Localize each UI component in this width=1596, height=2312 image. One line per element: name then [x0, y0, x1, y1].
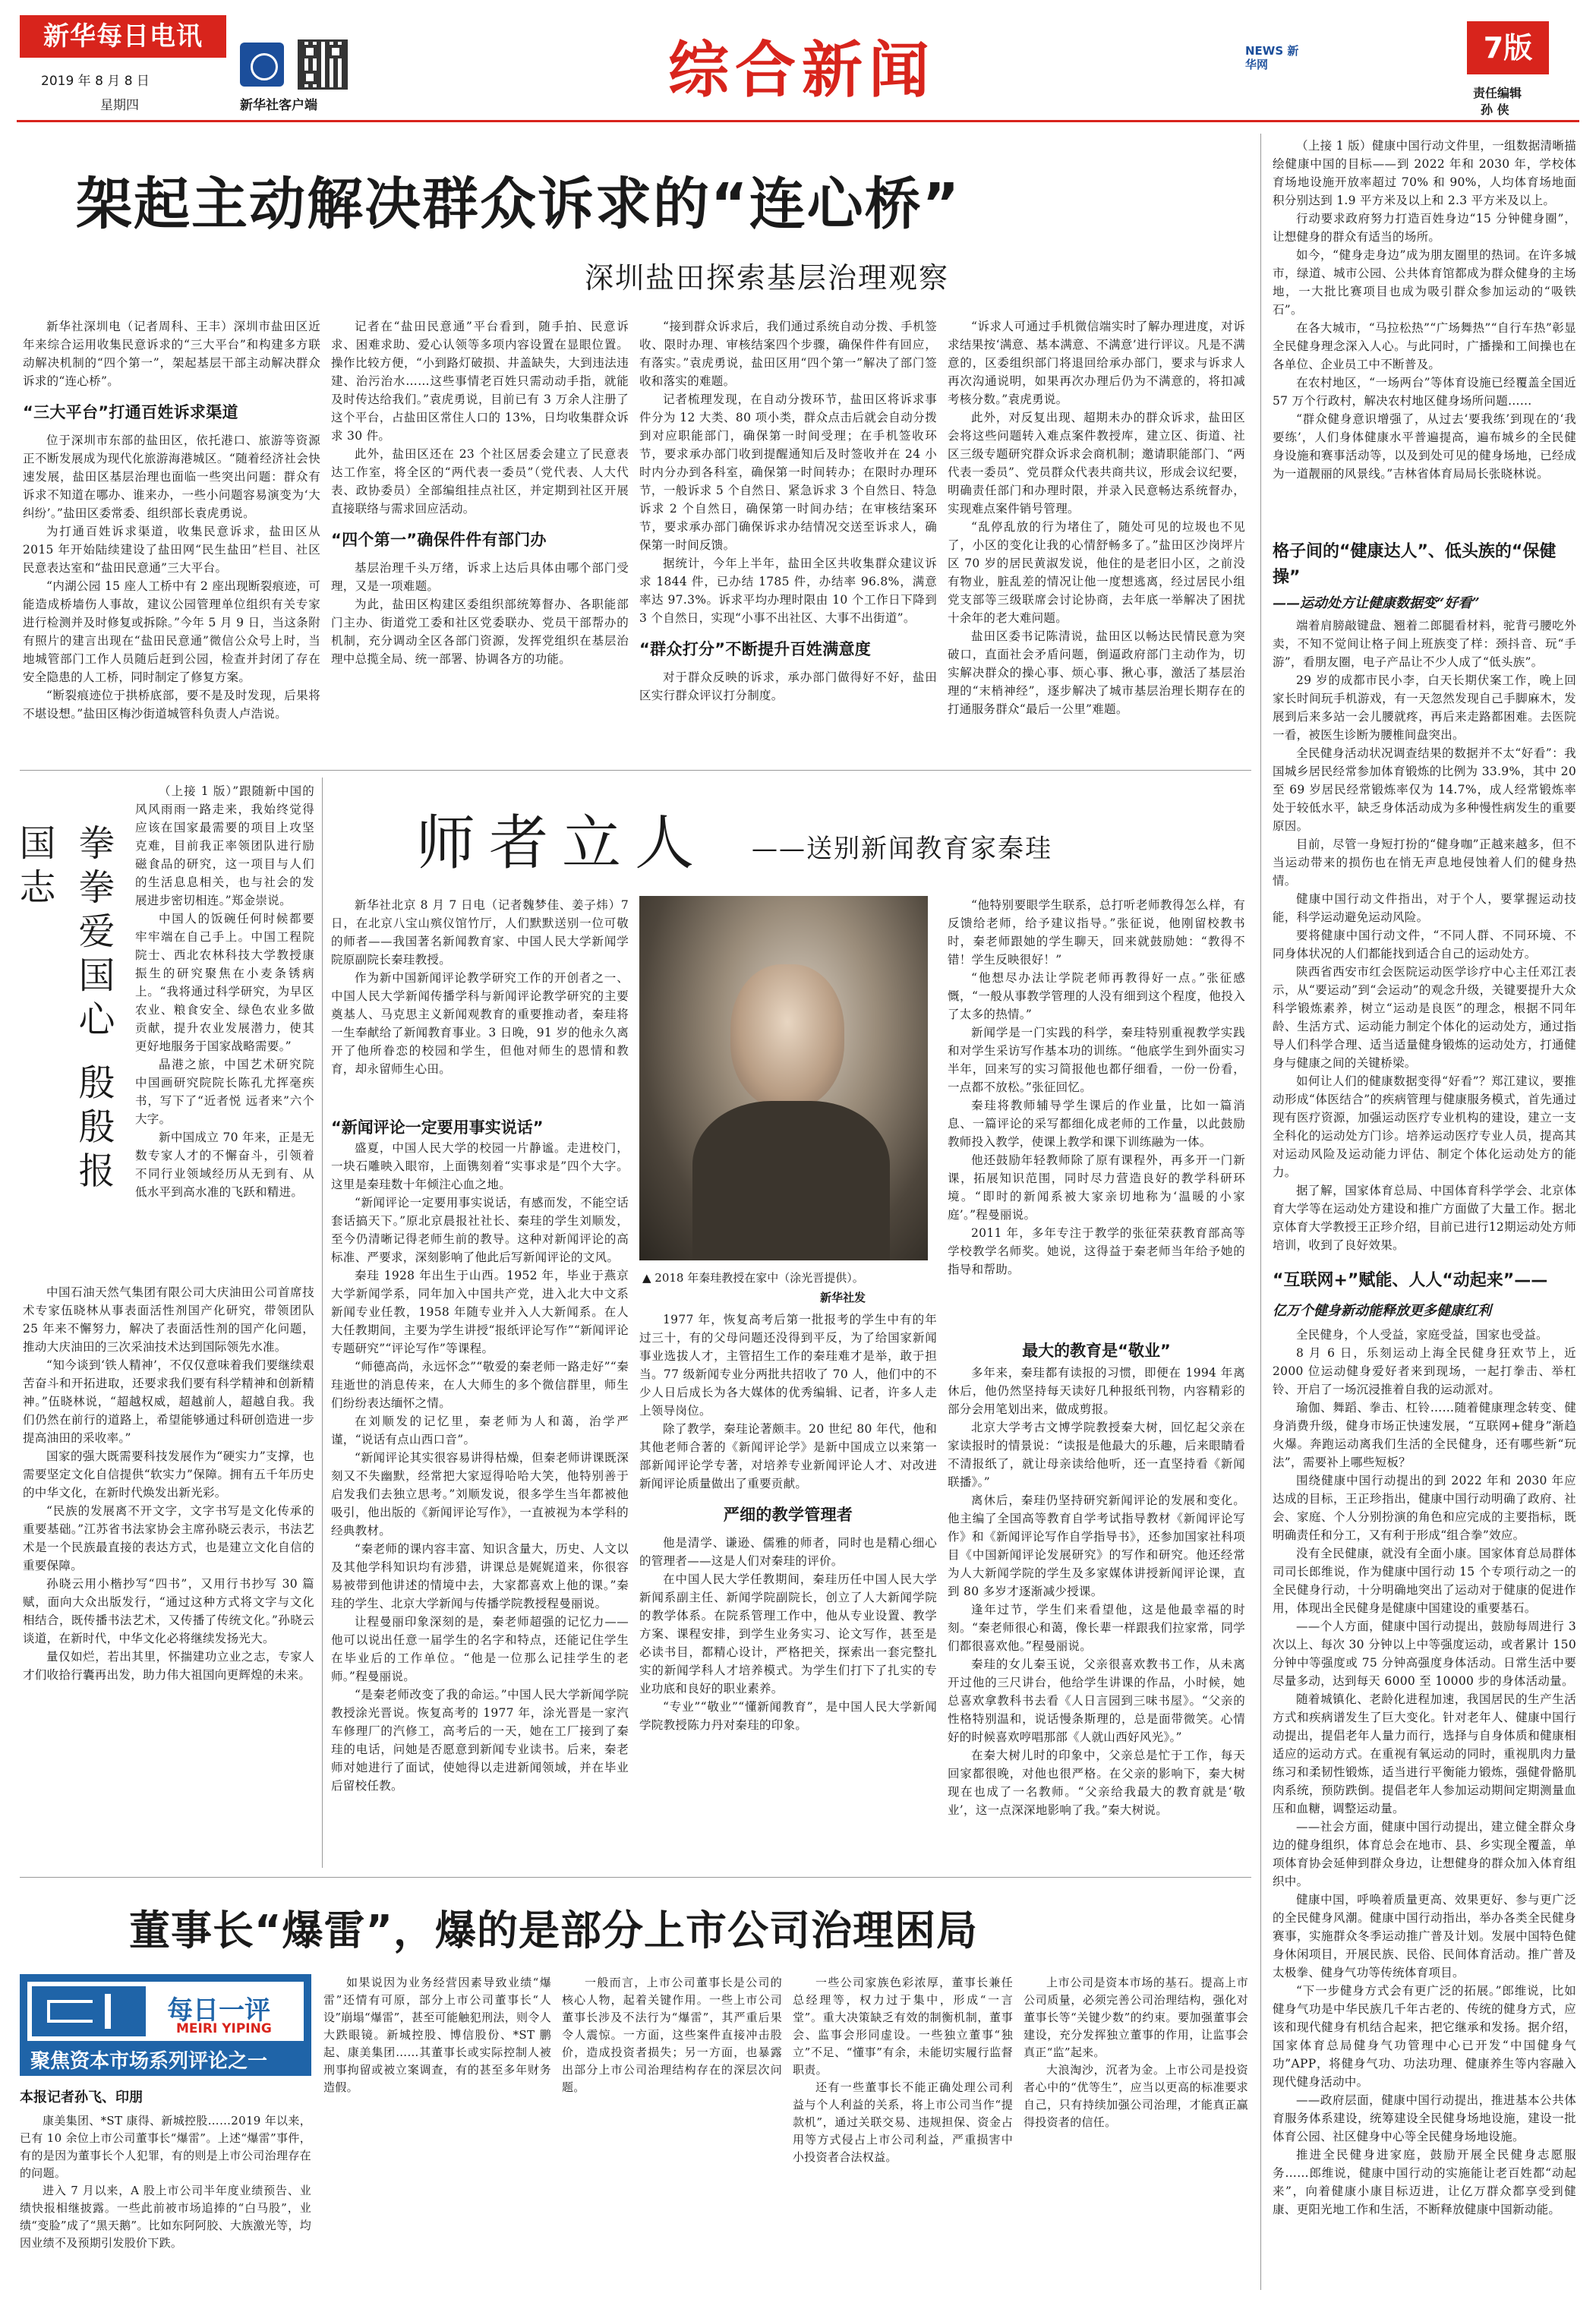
column-badge	[20, 1974, 311, 2076]
page-number-box	[1467, 21, 1549, 74]
feature-title-tail: ——送别新闻教育家秦珪	[752, 834, 1052, 864]
feature-subhead-3: 最大的教育是“敬业”	[1022, 1342, 1171, 1360]
editor-label: 责任编辑	[1473, 86, 1522, 100]
right-col-bottom: 全民健身，个人受益，家庭受益，国家也受益。 8 月 6 日，乐刻运动上海全民健身狂欢节上，近 2000 位运动健身爱好者来到现场，一起打拳击、举杠铃、开启了一场沉浸推着自我的运动派对。 瑜伽、舞蹈、拳击、杠铃……随着健康理念转变、健身消费升级，健身市场正快速发展，“互联网+健身”渐趋火爆。奔跑运动离我们生活的全民健身，还有哪些新“玩法”，需要补上哪些短板？ 围绕健康中国行动提出的到 2022 年和 2030 年应达成的目标，王正珍指出，健康中国行动明确了政府、社会、家庭、个人分别扮演的角色和应完成的主要指标，既明确责任和分工，又有利于形成“组合拳”效应。 没有全民健康，就没有全面小康。国家体育总局群体司司长郎维说，作为健康中国行动 15 个专项行动之一的全民健身行动，十分明确地突出了运动对于健康的促进作用，体现出全民健身是健康中国建设的重要基石。 ——个人方面，健康中国行动提出，鼓励每周进行 3 次以上、每次 30 分钟以上中等强度运动，或者累计 150 分钟中等强度或 75 分钟高强度身体活动。日常生活中要尽量多动，达到每天 6000 至 10000 步的身体活动量。 随着城镇化、老龄化进程加速，我国居民的生产生活方式和疾病谱发生了巨大变化。针对老年人、健康中国行动提出，提倡老年人量力而行，选择与自身体质和健康相适应的运动方式。在重视有氧运动的同时，重视肌肉力量练习和柔韧性锻炼，适当进行平衡能力锻炼，强健骨骼肌肉系统，预防跌倒。提倡老年人参加运动期间定期测量血压和血糖，调整运动量。 ——社会方面，健康中国行动提出，建立健全群众身边的健身组织，体育总会在地市、县、乡实现全覆盖，单项体育协会延伸到群众身边，让想健身的群众加入体育组织中。 健康中国，呼唤着质量更高、效果更好、参与更广泛的全民健身风潮。健康中国行动指出，举办各类全民健身赛事，实施群众冬季运动推广普及计划。发展中国特色健身休闲项目，开展民族、民俗、民间体育活动。推广普及太极拳、健身气功等传统体育项目。 “下一步健身方式会有更广泛的拓展。”郎维说，比如健身气功是中华民族几千年古老的、传统的健身方式，应该和现代健身有机结合起来，把它继承和发扬。据介绍，国家体育总局健身气功管理中心已开发“中国健身气功”APP，将健身气功、功法功理、健康养生等内容融入现代健身活动中。 ——政府层面，健康中国行动提出，推进基本公共体育服务体系建设，统筹建设全民健身场地设施，建设一批体育公园、社区健身中心等全民健身场地设施。 推进全民健身进家庭，鼓励开展全民健身志愿服务……郎维说，健康中国行动的实施能让老百姓都“动起来”，向着健康小康目标迈进，让亿万群众都享受到健康、更阳光地工作和生活，不断释放健康中国新动能。	[1273, 1328, 1576, 2216]
column-divider	[1260, 134, 1261, 2290]
masthead-rule	[17, 120, 1579, 122]
right-subhead-2-tail: 亿万个健身新动能释放更多健康红利	[1273, 1303, 1491, 1319]
lead-subhead-3: “群众打分”不断提升百姓满意度	[639, 640, 872, 658]
news-logo: NEWS 新华网	[1245, 44, 1299, 71]
photo-caption: ▲ 2018 年秦珪教授在家中（涂光晋提供）。	[642, 1271, 864, 1285]
page-number: 7版	[1483, 31, 1533, 65]
feature-col-c: 多年来，秦珪都有读报的习惯，即便在 1994 年离休后，他仍然坚持每天读好几种报纸刊物，内容精彩的部分会用笔划出来，做成剪报。 北京大学考古文博学院教授秦大树，回忆起父亲在家读报时的情景说：“读报是他最大的乐趣，后来眼睛看不清报纸了，就让母亲读给他听，还一直坚持看《新闻联播》。” 离休后，秦珪仍坚持研究新闻评论的发展和变化。他主编了全国高等教育自学考试指导教材《新闻评论写作》和《新闻评论写作自学指导书》，还参加国家社科项目《中国新闻评论发展研究》的写作和研究。他还经常为人大新闻学院的学生及多家媒体讲授新闻评论课，直到 80 多岁才逐渐减少授课。 逢年过节，学生们来看望他，这是他最幸福的时刻。“秦老师很心和蔼，像长辈一样跟我们拉家常，同学们都很喜欢他。”程曼丽说。 秦珪的女儿秦玉说，父亲很喜欢教书工作，从未离开过他的三尺讲台，他给学生讲课的作品，小时候，她总喜欢拿教科书去看《人日言园到三味书屋》。“父亲的性格特别温和，说话慢条斯理的，总是面带微笑。心情好的时候喜欢哼唱那部《人就山西好风光》。” 在秦大树儿时的印象中，父亲总是忙于工作，每天回家都很晚，对他也很严格。在父亲的影响下，秦大树现在也成了一名教师。“父亲给我最大的教育就是‘敬业’，这一点深深地影响了我。”秦大树说。	[948, 1366, 1245, 1817]
right-subhead-1: 格子间的“健康达人”、低头族的“保健操”	[1273, 542, 1557, 587]
series-label: 聚焦资本市场系列评论之一	[30, 2050, 268, 2073]
right-subhead-1-tail: ——运动处方让健康数据变“好看”	[1273, 595, 1480, 611]
bottom-byline: 本报记者孙飞、印朋	[20, 2090, 143, 2105]
column-badge-graphic	[32, 1986, 146, 2036]
lead-col-3: “接到群众诉求后，我们通过系统自动分拨、手机签收、限时办理、审核结案四个步骤，确保件件有回应，有落实。”袁虎勇说，盐田区用“四个第一”解决了部门签收和落实的难题。 记者梳理发现，在自动分拨环节，盐田区将诉求事件分为 12 大类、80 项小类，群众点击后就会自动分拨到对应职能部门，确保第一时间受理；在手机签收环节，要求承办部门收到提醒通知后及时签收并在 24 小时内分办到各科室，确保第一时间转办；在限时办理环节，一般诉求 5 个自然日、紧急诉求 3 个自然日、特急诉求 2 个自然日，确保第一时间办结；在审核结案环节，要求承办部门确保诉求办结情况交送至诉求人，确保第一时间反馈。 据统计，今年上半年，盐田全区共收集群众建议诉求 1844 件，已办结 1785 件，办结率 96.8%，满意率达 97.3%。诉求平均办理时限由 10 个工作日下降到 3 个自然日，实现“小事不出社区、大事不出街道”。 “群众打分”不断提升百姓满意度 对于群众反映的诉求，承办部门做得好不好，盐田区实行群众评议打分制度。	[639, 320, 937, 702]
lead-bottom-rule	[20, 770, 1251, 771]
section-title: 综合新闻	[668, 34, 935, 106]
feature-vertical-title: 拳拳爱国心 殷殷报国志	[13, 824, 115, 1196]
feature-col-a2: 盛夏，中国人民大学的校园一片静谧。走进校门，一块石雕映入眼帘，上面镌刻着“实事求是”四个大字。这里是秦珪数十年倾注心血之地。 “新闻评论一定要用事实说话，有感而发，不能空话套话搞天下。”原北京晨报社社长、秦珪的学生刘顺发，至今仍清晰记得老师生前的教导。这种对新闻评论的高标准、严要求，深刻影响了他此后写新闻评论的文风。 秦珪 1928 年出生于山西。1952 年，毕业于燕京大学新闻学系，同年加入中国共产党，进入北大中文系新闻专业任教，1958 年随专业并入人大新闻系。在人大任教期间，主要为学生讲授“报纸评论写作”“新闻评论专题研究”“评论写作”等课程。 “师德高尚，永远怀念”“敬爱的秦老师一路走好”“秦珪逝世的消息传来，在人大师生的多个微信群里，师生们纷纷表达缅怀之情。 在刘顺发的记忆里，秦老师为人和蔼，治学严谨，“说话有点山西口音”。 “新闻评论其实很容易讲得枯燥，但秦老师讲课既深刻又不失幽默，经常把大家逗得哈哈大笑，他特别善于启发我们去独立思考。”刘顺发说，很多学生当年都被他吸引，他出版的《新闻评论写作》，一直被视为本学科的经典教材。 “秦老师的课内容丰富、知识含量大，历史、人文以及其他学科知识均有涉猎，讲课总是娓娓道来，你很容易被带到他讲述的情境中去，大家都喜欢上他的课。”秦珪的学生、北京大学新闻与传播学院教授程曼丽说。 让程曼丽印象深刻的是，秦老师超强的记忆力——他可以说出任意一届学生的名字和特点，还能记住学生在毕业后的工作单位。“他是一位那么记挂学生的老师。”程曼丽说。 “是秦老师改变了我的命运。”中国人民大学新闻学院教授涂光晋说。恢复高考的 1977 年，涂光晋是一家汽车修理厂的汽修工，高考后的一天，她在工厂接到了秦珪的电话，问她是否愿意到新闻专业读书。后来，秦老师对她进行了面试，使她得以走进新闻领域，并在毕业后留校任教。	[331, 1141, 629, 1793]
bottom-col-4: 一些公司家族色彩浓厚，董事长兼任总经理等，权力过于集中，形成“一言堂”。重大决策缺乏有效的制衡机制，董事会、监事会形同虚设。一些独立董事“独立”不足、“懂事”有余，未能切实履行监督职责。 还有一些董事长不能正确处理公司利益与个人利益的关系，将上市公司当作“提款机”，通过关联交易、违规担保、资金占用等方式侵占上市公司利益，严重损害中小投资者合法权益。	[793, 1976, 1013, 2164]
column-label: 每日一评	[167, 1995, 270, 2026]
editor-name: 孙 侠	[1481, 103, 1509, 117]
lead-col-2: 记者在“盐田民意通”平台看到，随手拍、民意诉求、困难求助、爱心认领等多项内容设置在显眼位置。操作比较方便，“小到路灯破损、井盖缺失，大到违法违建、治污治水……这些事情老百姓只需动动手指，就能及时传达给我们。”袁虎勇说，目前已有 3 万余人注册了这个平台，占盐田区常住人口的 13%，日均收集群众诉求 30 件。 此外，盐田区还在 23 个社区居委会建立了民意表达工作室，将全区的“两代表一委员”（党代表、人大代表、政协委员）全部编组挂点社区，并定期到社区开展直接联络与需求回应活动。 “四个第一”确保件件有部门办 基层治理千头万绪，诉求上达后具体由哪个部门受理，又是一项难题。 为此，盐田区构建区委组织部统筹督办、各职能部门主办、街道党工委和社区党委联办、党员干部帮办的机制，充分调动全区各部门资源，发挥党组织在基层治理中总揽全局、统一部署、协调各方的功能。	[331, 320, 629, 666]
feature-subhead-2: 严细的教学管理者	[723, 1506, 853, 1524]
right-col-top: （上接 1 版）健康中国行动文件里，一组数据清晰描绘健康中国的目标——到 2022 年和 2030 年，学校体育场地设施开放率超过 70% 和 90%，人均体育场地面积分别达到 1.9 平方米及以上和 2.3 平方米及以上。 行动要求政府努力打造百姓身边“15 分钟健身圈”，让想健身的群众有适当的场所。 如今，“健身走身边”成为朋友圈里的热词。在许多城市，绿道、城市公园、公共体育馆都成为群众健身的主场地，一大批比赛项目也成为吸引群众参加运动的“吸铁石”。 在各大城市，“马拉松热”“广场舞热”“自行车热”彰显全民健身理念深入人心。与此同时，广播操和工间操也在各单位、企业员工中不断普及。 在农村地区，“一场两台”等体育设施已经覆盖全国近 57 万个行政村，解决农村地区健身场所问题…… “群众健身意识增强了，从过去‘要我练’到现在的‘我要练’，人们身体健康水平普遍提高，遍布城乡的全民健身设施和赛事活动等，以及到处可见的健身场地，已经成为一道靓丽的风景线。”吉林省体育局局长张晓林说。	[1273, 139, 1576, 481]
right-col-mid: 端着肩膀敲键盘、翘着二郎腿看材料，驼背弓腰吃外卖，不知不觉间让格子间上班族变了样：颈抖音、玩“手游”，看朋友圈，电子产品让不少人成了“低头族”。 29 岁的成都市民小李，白天长期伏案工作，晚上回家长时间玩手机游戏，有一天忽然发现自己手脚麻木，发展到后来多站一会儿腰就疼，再后来走路都困难。去医院一看，被医生诊断为腰椎间盘突出。 全民健身活动状况调查结果的数据并不太“好看”：我国城乡居民经常参加体育锻炼的比例为 33.9%，其中 20 至 69 岁居民经常锻炼率仅为 14.7%，成人经常锻炼率处于较低水平，缺乏身体活动成为多种慢性病发生的重要原因。 目前，尽管一身短打扮的“健身咖”正越来越多，但不当运动带来的损伤也在悄无声息地侵蚀着人们的健身热情。 健康中国行动文件指出，对于个人，要掌握运动技能，科学运动避免运动风险。 要将健康中国行动文件，“不同人群、不同环境、不同身体状况的人们都能找到适合自己的运动处方。 陕西省西安市红会医院运动医学诊疗中心主任邓江表示，从“要运动”到“会运动”的观念升级，关键要提升大众科学锻炼素养，树立“运动是良医”的理念，根据不同年龄、生活方式、运动能力制定个体化的运动处方，通过指导人们科学合理、适当适量健身锻炼的运动处方，打通健身与健康之间的关键桥梁。 如何让人们的健康数据变得“好看”？郑江建议，要推动形成“体医结合”的疾病管理与健康服务模式，首先通过现有医疗资源，加强运动医疗专业机构的建设，建立一支全科化的运动处方门诊。培养运动医疗专业人员，提高其对运动风险及运动能力评估、制定个体化运动处方的能力。 据了解，国家体育总局、中国体育科学学会、北京体育大学等在运动处方建设和推广方面做了大量工作。据北京体育大学教授王正珍介绍，目前已进行12期运动处方师培训，收到了良好效果。	[1273, 619, 1576, 1252]
lead-col-4: “诉求人可通过手机微信端实时了解办理进度，对诉求结果按‘满意、基本满意、不满意’进行评议。凡是不满意的，区委组织部门将退回给承办部门，要求与诉求人再次沟通说明，如果再次办理后仍为不满意的，将扣减考核分数。”袁虎勇说。 此外，对反复出现、超期未办的群众诉求，盐田区会将这些问题转入难点案件教授库，建立区、街道、社区三级专题研究群众诉求会商机制；邀请职能部门、“两代表一委员”、党员群众代表共商共议，形成会议纪要，明确责任部门和办理时限，并录入民意畅达系统督办，实现难点案件销号管理。 “乱停乱放的行为堵住了，随处可见的垃圾也不见了，小区的变化让我的心情舒畅多了。”盐田区沙岗坪片区 70 岁的居民黄淑发说，他住的是老旧小区，之前没有物业，脏乱差的情况让他一度想逃离，经过居民小组党支部等三级联席会讨论协商，去年底一举解决了困扰十余年的老大难问题。 盐田区委书记陈清说，盐田区以畅达民情民意为突破口，直面社会矛盾问题，倒逼政府部门主动作为，切实解决群众的操心事、烦心事、揪心事，激活了基层治理的“末梢神经”，逐步解决了城市基层治理长期存在的打通服务群众“最后一公里”难题。	[948, 320, 1245, 716]
lead-col-1: 新华社深圳电（记者周科、王丰）深圳市盐田区近年来综合运用收集民意诉求的“三大平台”和构建多方联动解决机制的“四个第一”，架起基层干部主动解决群众诉求的“连心桥”。 “三大平台”打通百姓诉求渠道 位于深圳市东部的盐田区，依托港口、旅游等资源正不断发展成为现代化旅游海港城区。“随着经济社会快速发展，盐田区基层治理也面临一些突出问题：群众有诉求不知道在哪办、谁来办，一些小问题容易演变为‘大纠纷’。”盐田区委常委、组织部长袁虎勇说。 为打通百姓诉求渠道，收集民意诉求，盐田区从 2015 年开始陆续建设了盐田网“民生盐田”栏目、社区民意表达室和“盐田民意通”三大平台。 “内湖公园 15 座人工桥中有 2 座出现断裂痕迹，可能造成桥墙伤人事故，建议公园管理单位组织有关专家进行检测并及时修复或拆除。”今年 5 月 9 日，当这条附有照片的建言出现在“盐田民意通”微信公众号上时，当地城管部门工作人员随后赶到公园，检查并封闭了存在安全隐患的人工桥，同时制定了修复方案。 “断裂痕迹位于拱桥底部，要不是及时发现，后果将不堪设想。”盐田区梅沙街道城管科负责人卢浩说。	[23, 320, 320, 721]
right-subhead-2: “互联网+”赋能、人人“动起来”——	[1273, 1271, 1548, 1290]
lead-subhead-1: “三大平台”打通百姓诉求渠道	[23, 403, 238, 421]
bottom-col-3: 一般而言，上市公司董事长是公司的核心人物，起着关键作用。一些上市公司董事长涉及不法行为“爆雷”，其严重后果令人震惊。一方面，这些案件直接冲击股价，造成投资者损失；另一方面，也暴露出部分上市公司治理结构存在的深层次问题。	[562, 1976, 782, 2094]
paper-name: 新华每日电讯	[43, 21, 203, 52]
paper-name-box	[20, 15, 226, 58]
column-label-en: MEIRI YIPING	[176, 2021, 272, 2036]
lead-headline: 架起主动解决群众诉求的“连心桥”	[76, 172, 961, 237]
feature-left-bottom: 中国石油天然气集团有限公司大庆油田公司首席技术专家伍晓林从事表面活性剂国产化研究，带领团队 25 年来不懈努力，解决了表面活性剂的国产化问题，推动大庆油田的三次采油技术达到国际领先水准。 “知今谈到‘铁人精神’，不仅仅意味着我们要继续艰苦奋斗和开拓进取，还要求我们要有科学精神和创新精神。”伍晓林说，“超越权威，超越前人，超越自我。我们仍然在前行的道路上，希望能够通过科研创造进一步提高油田的采收率。” 国家的强大既需要科技发展作为“硬实力”支撑，也需要坚定文化自信提供“软实力”保障。拥有五千年历史的中华文化，在新时代焕发出新光彩。 “民族的发展离不开文字，文字书写是文化传承的重要基础。”江苏省书法家协会主席孙晓云表示，书法艺术是一个民族最直接的表达方式，也是建立文化自信的重要保障。 孙晓云用小楷抄写“四书”，又用行书抄写 30 篇赋，面向大众出版发行，“通过这种方式将文字与文化相结合，既传播书法艺术，又传播了传统文化。”孙晓云谈道，在新时代，中华文化必将继续发扬光大。 量仅如烂，若出其里，怀揣建功立业之志，专家人才们收拾行囊再出发，助力伟大祖国向更辉煌的未来。	[23, 1285, 314, 1682]
portrait-photo	[639, 896, 928, 1260]
feature-title: 师者立人	[416, 809, 708, 878]
feature-col-b1: 1977 年，恢复高考后第一批报考的学生中有的年过三十，有的父母问题还没得到平反，为了给国家新闻事业选拔人才，主管招生工作的秦珪难才是举，敢于担当。77 级新闻专业分两批共招收了 70 人，他们中的不少人日后成长为各大媒体的优秀编辑、记者，许多人走上领导岗位。 除了教学，秦珪论著颇丰。20 世纪 80 年代，他和其他老师合著的《新闻评论学》是新中国成立以来第一部新闻评论学专著，对培养专业新闻评论人才、对改进新闻评论质量做出了重要贡献。 严细的教学管理者 他是清学、谦逊、儒雅的师者，同时也是精心细心的管理者——这是人们对秦珪的评价。 在中国人民大学任教期间，秦珪历任中国人民大学新闻系副主任、新闻学院副院长，创立了人大新闻学院的教学体系。在院系管理工作中，他从专业设置、教学方案、课程安排，到学生业务实习、论文写作，甚至是必读书目，都精心设计，严格把关，探索出一套完整扎实的新闻学科人才培养模式。为学生们打下了扎实的专业功底和良好的职业素养。 “专业”“敬业”“懂新闻教育”，是中国人民大学新闻学院教授陈力丹对秦珪的印象。	[639, 1313, 937, 1732]
feature-col-b2: “他特别要眼学生联系，总打听老师教得怎么样，有反馈给老师，给予建议指导。”张征说，他刚留校教书时，秦老师跟她的学生聊天，回来就鼓励她：“教得不错！学生反映很好！” “他想尽办法让学院老师再教得好一点。”张征感慨，“一般从事教学管理的人没有细到这个程度，他投入了太多的热情。” 新闻学是一门实践的科学，秦珪特别重视教学实践和对学生采访写作基本功的训练。“他底学生到外面实习半年，回来写的实习简报他也都仔细看，一份一份看，一点都不放松。”张征回忆。 秦珪将教师辅导学生课后的作业量，比如一篇消息、一篇评论的采写都细化成老师的工作量，以此鼓励教师投入教学，使课上教学和课下训练融为一体。 他还鼓励年轻教师除了原有课程外，再多开一门新课，拓展知识范围，同时尽力营造良好的教学科研环境。“即时的新闻系被大家亲切地称为‘温暖的小家庭’。”程曼丽说。 2011 年，多年专注于教学的张征荣获教育部高等学校教学名师奖。她说，这得益于秦老师当年给予她的指导和帮助。	[948, 898, 1245, 1276]
feature-col-a: 新华社北京 8 月 7 日电（记者魏梦佳、姜子炜）7 日，在北京八宝山殡仪馆竹厅，人们默默送别一位可敬的师者——我国著名新闻教育家、中国人民大学新闻学院原副院长秦珪教授。 作为新中国新闻评论教学研究工作的开创者之一、中国人民大学新闻传播学科与新闻评论教学研究的主要奠基人、马克思主义新闻观教育的重要推动者，秦珪将一生奉献给了新闻教育事业。3 日晚，91 岁的他永久离开了他所眷恋的校园和学生，但他对师生的恩情和教育，却永留师生心田。	[331, 898, 629, 1076]
column-badge-box	[27, 1982, 304, 2041]
issue-weekday: 星期四	[100, 98, 139, 113]
feature-bottom-rule	[20, 1877, 1251, 1878]
feature-left-top: （上接 1 版）”跟随新中国的风风雨雨一路走来，我始终觉得应该在国家最需要的项目上攻坚克难，目前我正率领团队进行励磁食品的研究，这一项目与人们的生活息息相关，也与社会的发展进步密切相连。”郑金崇说。 中国人的饭碗任何时候都要牢牢端在自己手上。中国工程院院士、西北农林科技大学教授康振生的研究聚焦在小麦条锈病上。“我将通过科学研究，为早区农业、粮食安全、绿色农业多做贡献，提升农业发展潜力，使其更好地服务于国家战略需要。” 晶港之旅，中国艺术研究院中国画研究院院长陈孔尤挥毫疾书，写下了“近者悦 远者来”六个大字。 新中国成立 70 年来，正是无数专家人才的不懈奋斗，引领着不同行业领域经历从无到有、从低水平到高水准的飞跃和精进。	[135, 784, 314, 1199]
feature-subhead-1: “新闻评论一定要用事实说话”	[331, 1118, 544, 1137]
bottom-col-1: 康美集团、*ST 康得、新城控股……2019 年以来，已有 10 余位上市公司董事长“爆雷”。上述“爆雷”事件，有的是因为董事长个人犯罪，有的则是上市公司治理存在的问题。 进入 7 月以来，A 股上市公司半年度业绩预告、业绩快报相继披露。一些此前被市场追捧的“白马股”，业绩“变脸”成了“黑天鹅”。比如东阿阿胶、大族激光等，均因业绩不及预期引发股价下跌。	[20, 2114, 311, 2250]
photo-credit: 新华社发	[820, 1291, 866, 1304]
lead-subhead-2: “四个第一”确保件件有部门办	[331, 531, 547, 549]
lead-subheadline: 深圳盐田探索基层治理观察	[585, 261, 950, 295]
bottom-col-2: 如果说因为业务经营因素导致业绩“爆雷”还情有可原，部分上市公司董事长“人设”崩塌“爆雷”，甚至可能触犯刑法，则令人大跌眼镜。新城控股、博信股份、*ST 鹏起、康美集团……其董事长或实际控制人被刑事拘留或被立案调查，有的甚至多年财务造假。	[323, 1976, 551, 2094]
xinhua-app-icon	[240, 43, 284, 87]
issue-date: 2019 年 8 月 8 日	[41, 74, 150, 89]
client-label: 新华社客户端	[240, 98, 317, 113]
qr-code-icon	[298, 39, 348, 90]
bottom-col-5: 上市公司是资本市场的基石。提高上市公司质量，必须完善公司治理结构，强化对董事长等“关键少数”的约束。要加强董事会建设，充分发挥独立董事的作用，让监事会真正“监”起来。 大浪淘沙，沉者为金。上市公司是投资者心中的“优等生”，应当以更高的标准要求自己，只有持续加强公司治理，才能真正赢得投资者的信任。	[1024, 1976, 1248, 2129]
bottom-headline: 董事长“爆雷”，爆的是部分上市公司治理困局	[129, 1907, 978, 1954]
feature-divider	[322, 778, 323, 1868]
